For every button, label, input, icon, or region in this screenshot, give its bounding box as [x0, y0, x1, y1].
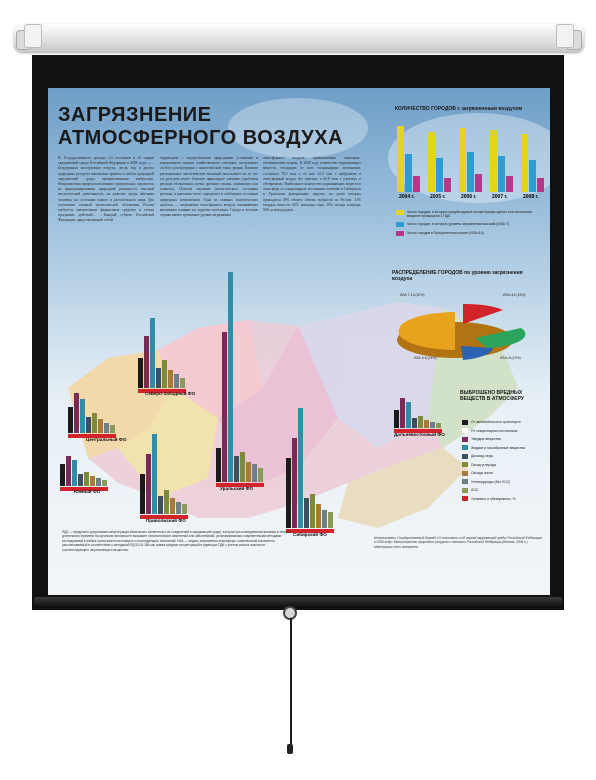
- region-bar: [90, 476, 95, 486]
- region-bar: [394, 410, 399, 428]
- cities-chart-title: КОЛИЧЕСТВО ГОРОДОВ с загрязненным воздухом: [395, 106, 523, 112]
- slice-label-iza-7-13: ИЗА 7-13 (32%): [400, 293, 425, 297]
- legend-text: Число городов, в которых уровень загрязнения высокий (ИЗА>7): [407, 222, 510, 226]
- poster-sources: Использованы: Государственный доклад «О состоянии и об охране окружающей среды Российской Федерации в 2008 году» Министерство природных ресурсов и экологии Российской Федерации (Москва, 2009 г.) Материалы сети интернет.: [374, 536, 543, 549]
- label-siberia: Сибирский ФО: [293, 532, 327, 537]
- legend-text: Оксид углерода: [471, 462, 496, 467]
- label-northwest: Северо-Западный ФО: [145, 391, 196, 396]
- cities-year-label: 2006 г.: [461, 194, 477, 200]
- region-bar: [68, 407, 73, 433]
- region-bar: [144, 336, 149, 388]
- region-bar: [322, 510, 327, 528]
- legend-text: Оксиды азота: [471, 471, 493, 476]
- legend-text: ЛОС: [471, 488, 479, 493]
- cities-year-label: 2004 г.: [399, 194, 415, 200]
- region-bar: [140, 474, 145, 514]
- legend-text: Жидкие и газообразные вещества: [471, 445, 525, 450]
- pull-cord[interactable]: [290, 618, 292, 746]
- region-bar: [78, 474, 83, 486]
- cities-year-label: 2007 г.: [492, 194, 508, 200]
- pull-cord-end[interactable]: [287, 744, 293, 754]
- label-volga: Приволжский ФО: [146, 518, 186, 523]
- region-bar: [258, 468, 263, 482]
- screen-bottom-bar: [34, 597, 562, 608]
- region-bar: [228, 272, 233, 482]
- region-bar: [164, 490, 169, 514]
- region-bar: [304, 498, 309, 528]
- poster-footnote: ПДК — предельно допустимая концентрация химических элементов и их соединений в окружающей среде, которая при повседневном влиянии в течение длительного времени на организм человека не вызывает патологических изменений или заболеваний, устанавливаемых современными методами исследований в любые сроки жизни настоящего и последующего поколений. ИЗА — индекс загрязнения атмосферы, комплексный показатель, рассчитываемый в соответствии с методикой РД 52.04.186 как сумма средних концентраций в единицах ПДК с учетом класса опасности соответствующего загрязняющего вещества.: [62, 530, 292, 552]
- regional-bar-clusters: [48, 88, 550, 595]
- slice-label-iza-5-6: ИЗА 5-6 (14%): [414, 356, 437, 360]
- region-bar: [328, 512, 333, 528]
- region-bar: [418, 416, 423, 428]
- region-bar: [60, 464, 65, 486]
- poster-text-col3: атмосферного воздуха, превышающие санитарно-гигиенические нормы. В 2008 году количество загрязняющих веществ, отходящих от всех стационарных источников, составило 78,5 млн т, из них 22,3 млн т выброшено в атмосферный воздух без очистки, а 60,8 млн т уловлено и обезврежено. Наибольшее количество загрязняющих веществ в атмосферу от стационарных источников отмечено в Сибирском и Уральском федеральных округах, на долю которых приходится 38% общего объема выбросов по России. 41% твердых веществ, 60% диоксида серы, 38% оксида углерода, 56% углеводородов…: [263, 156, 361, 213]
- slice-label-iza-14: ИЗА>14 (15%): [503, 293, 526, 297]
- legend-text: От стационарных источников:: [471, 428, 519, 433]
- region-bar: [110, 425, 115, 433]
- region-bar: [158, 496, 163, 514]
- region-bar: [430, 422, 435, 428]
- region-bar: [84, 472, 89, 486]
- region-bar: [74, 393, 79, 433]
- region-bar: [104, 423, 109, 433]
- region-bar: [246, 462, 251, 482]
- region-bar: [222, 332, 227, 482]
- distribution-title: РАСПРЕДЕЛЕНИЕ ГОРОДОВ по уровню загрязнения воздуха: [392, 270, 523, 282]
- region-bar: [216, 448, 221, 482]
- right-wall-hook: [556, 24, 574, 48]
- region-bar: [156, 368, 161, 388]
- emissions-legend-title: ВЫБРОШЕНО ВРЕДНЫХ ВЕЩЕСТВ В АТМОСФЕРУ: [460, 390, 524, 402]
- region-bar: [182, 504, 187, 514]
- region-bar: [102, 480, 107, 486]
- projected-poster: [48, 88, 550, 595]
- region-bar: [412, 418, 417, 428]
- legend-text: Твердые вещества: [471, 437, 501, 442]
- region-bar: [98, 419, 103, 433]
- legend-text: Уловлено и обезврежено, %: [471, 496, 516, 501]
- region-bar: [72, 460, 77, 486]
- region-bar: [168, 370, 173, 388]
- region-bar: [406, 402, 411, 428]
- slice-label-iza-5: ИЗА<5 (10%): [500, 356, 521, 360]
- cities-year-label: 2005 г.: [430, 194, 446, 200]
- region-bar: [146, 454, 151, 514]
- region-bar: [316, 504, 321, 528]
- region-bar: [176, 502, 181, 514]
- region-bar: [252, 464, 257, 482]
- region-bar: [162, 360, 167, 388]
- region-bar: [152, 434, 157, 514]
- legend-text: Диоксид серы: [471, 454, 494, 459]
- label-fareast: Дальневосточный ФО: [394, 432, 445, 437]
- region-bar: [174, 374, 179, 388]
- region-bar: [240, 452, 245, 482]
- screen-roller-housing: [14, 24, 584, 52]
- region-bar: [310, 494, 315, 528]
- region-bar: [400, 398, 405, 428]
- region-bar: [86, 417, 91, 433]
- label-ural: Уральский ФО: [220, 486, 254, 491]
- region-bar: [96, 478, 101, 486]
- label-south: Южный ФО: [74, 489, 101, 494]
- region-bar: [292, 438, 297, 528]
- poster-text-col2: территорию с определенными природными условиями и конкретными типами хозяйственного освоения, заслуживает особого рассмотрения с экологической точки зрения. Наличие региональных экологических волнений наталкивает на то, что его регулить имеет большое прикладное значение (проблемы региона обозначены), всеми пробами страны, континента или планеты). Поэтому изучение экологического состояния региона, в конечном счете, определяет и глобальное состояние природных компонентов. Одна из главных экологических проблем — загрязнение атмосферного воздуха оказывающее негативное влияние на здоровье населения. Города и поселки страны имеют тревожные уровни загрязнения: [160, 156, 258, 218]
- region-bar: [66, 456, 71, 486]
- legend-text: От автомобильного транспорта: [471, 420, 521, 425]
- legend-text: Углеводороды (без ЛОС): [471, 479, 511, 484]
- region-bar: [92, 413, 97, 433]
- region-bar: [150, 318, 155, 388]
- region-bar: [138, 358, 143, 388]
- cities-year-label: 2008 г.: [523, 194, 539, 200]
- region-bar: [234, 456, 239, 482]
- legend-text: Число городов, в которых среднегодовые концентрации одного или нескольких веществ превышали 1 ПДК: [407, 210, 533, 218]
- left-wall-hook: [24, 24, 42, 48]
- poster-title: ЗАГРЯЗНЕНИЕ АТМОСФЕРНОГО ВОЗДУХА: [58, 104, 344, 149]
- poster-text-col1: И. Государственного доклада «О состоянии и об охране окружающей среды Российской Федерации в 2008 году» «…Безудержная эксплуатация воздуха, лесов, вод и других природных ресурсов изначально привела к гибели природной окружающей среды промышленными выбросами. Неприимлемая природопользование отрицательно отразилось на функционировании природной реальности, высокой экологической деятельности, на качестве среды обитания человека, на состоянии живого и растительного мира. Для улучшения сложной экологической обстановки России требуется значительные финансовые средства и четкая программа действий… …Каждый субъект Российской Федерации, представляющий собой: [58, 156, 154, 223]
- region-bar: [424, 420, 429, 428]
- label-central: Центральный ФО: [86, 437, 127, 442]
- region-bar: [180, 378, 185, 388]
- region-bar: [298, 408, 303, 528]
- region-bar: [80, 399, 85, 433]
- region-bar: [286, 458, 291, 528]
- region-bar: [170, 498, 175, 514]
- legend-text: Число городов в Приоритетном списке (ИЗА>14): [407, 231, 484, 235]
- region-bar: [436, 423, 441, 428]
